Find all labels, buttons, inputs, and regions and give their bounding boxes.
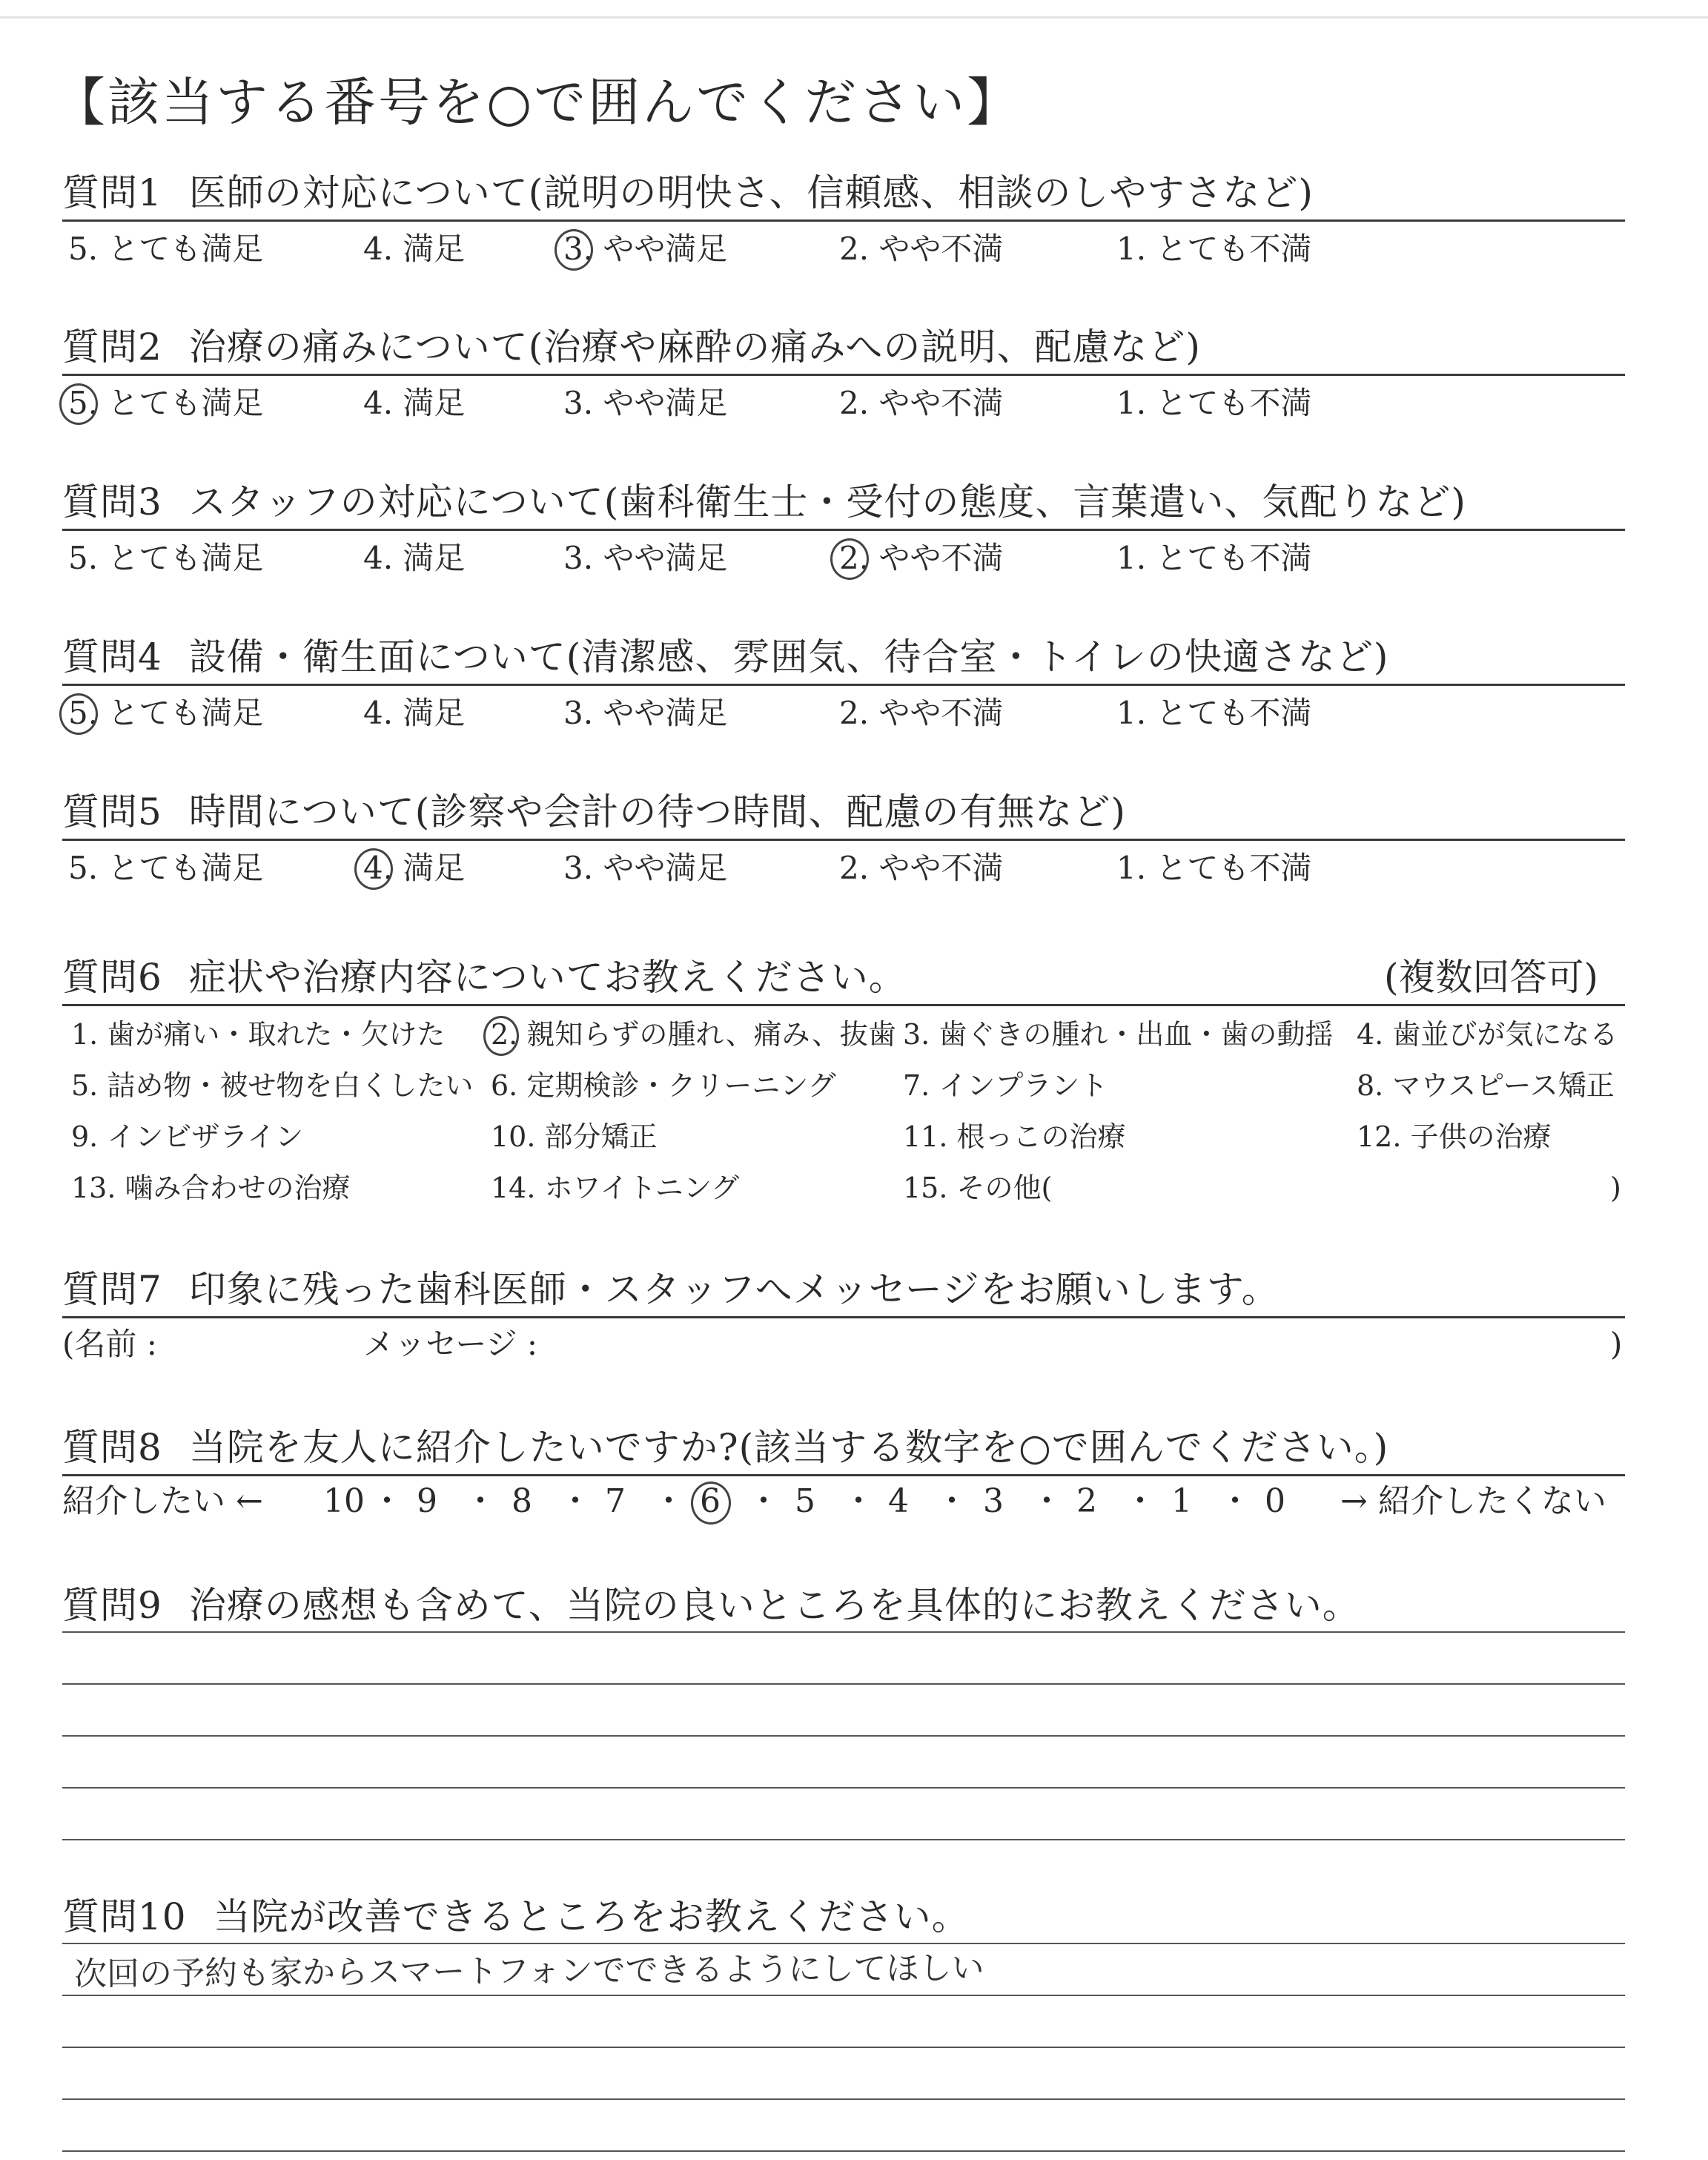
rating-option: 4. 満足 [363, 385, 466, 421]
question-4-label: 質問4 [62, 635, 162, 678]
answer-line [62, 2098, 1625, 2100]
scale-number: 1 [1171, 1482, 1192, 1520]
scale-separator: ・ [464, 1482, 497, 1520]
question-10-text: 当院が改善できるところをお教えください。 [213, 1895, 970, 1938]
scale-separator: ・ [1124, 1482, 1156, 1520]
scale-separator: ・ [747, 1482, 780, 1520]
rating-option: 1. とても不満 [1116, 231, 1312, 267]
question-6-text: 症状や治療内容についてお教えください。 [188, 956, 907, 999]
symptom-option: ) [1610, 1172, 1621, 1204]
rating-options [62, 844, 1626, 896]
recommend-left-label: 紹介したい ← [62, 1482, 263, 1520]
symptom-option: 2. 親知らずの腫れ、痛み、抜歯 [491, 1018, 896, 1051]
scale-number: 7 [605, 1482, 626, 1520]
question-8-text: 当院を友人に紹介したいですか?(該当する数字を○で囲んでください。) [188, 1426, 1389, 1469]
scale-separator: ・ [936, 1482, 968, 1520]
rating-option: 2. やや不満 [839, 231, 1004, 267]
scale-number: 6 [700, 1482, 721, 1520]
question-1-rule [62, 219, 1625, 222]
question-5-rule [62, 839, 1625, 841]
rating-option: 1. とても不満 [1116, 385, 1312, 421]
question-3-rule [62, 529, 1625, 531]
question-9-label: 質問9 [62, 1584, 162, 1627]
scale-separator: ・ [1219, 1482, 1251, 1520]
symptom-option: 12. 子供の治療 [1357, 1120, 1552, 1153]
rating-option: 5. とても満足 [68, 385, 264, 421]
answer-circle [354, 848, 393, 890]
symptom-option: 8. マウスピース矯正 [1357, 1069, 1615, 1102]
rating-option: 5. とても満足 [68, 540, 264, 576]
scale-number: 10 [323, 1482, 365, 1520]
question-2-text: 治療の痛みについて(治療や麻酔の痛みへの説明、配慮など) [188, 326, 1201, 369]
question-9-heading [62, 1579, 1360, 1631]
question-1-text: 医師の対応について(説明の明快さ、信頼感、相談のしやすさなど) [188, 171, 1314, 214]
scale-number: 8 [512, 1482, 532, 1520]
question-5-text: 時間について(診察や会計の待つ時間、配慮の有無など) [188, 790, 1126, 833]
rating-option: 4. 満足 [363, 695, 466, 731]
scale-number: 3 [983, 1482, 1004, 1520]
symptom-option: 11. 根っこの治療 [903, 1120, 1126, 1153]
symptom-option: 13. 噛み合わせの治療 [71, 1172, 351, 1204]
question-6-heading [62, 951, 907, 1003]
rating-option: 4. 満足 [363, 231, 466, 267]
rating-option: 5. とても満足 [68, 231, 264, 267]
rating-option: 2. やや不満 [839, 695, 1004, 731]
symptom-option: 15. その他( [903, 1172, 1053, 1204]
question-6-label: 質問6 [62, 956, 162, 999]
scan-top-edge [0, 16, 1708, 19]
question-5-label: 質問5 [62, 790, 162, 833]
rating-option: 3. やや満足 [563, 231, 728, 267]
question-7-rule [62, 1316, 1625, 1318]
question-4-heading [62, 631, 1388, 683]
name-field-label: (名前 : [62, 1326, 157, 1362]
symptom-option: 7. インプラント [903, 1069, 1108, 1102]
question-7-label: 質問7 [62, 1268, 162, 1311]
rating-option: 5. とても満足 [68, 695, 264, 731]
answer-line [62, 1787, 1625, 1789]
symptom-option: 6. 定期検診・クリーニング [491, 1069, 836, 1102]
message-close-paren: ) [1610, 1326, 1623, 1362]
scale-separator: ・ [842, 1482, 875, 1520]
symptom-option: 3. 歯ぐきの腫れ・出血・歯の動揺 [903, 1018, 1334, 1051]
rating-option: 1. とても不満 [1116, 850, 1312, 886]
rating-options [62, 379, 1626, 431]
question-10-label: 質問10 [62, 1895, 187, 1938]
question-7-text: 印象に残った歯科医師・スタッフへメッセージをお願いします。 [188, 1268, 1280, 1311]
answer-circle [59, 383, 98, 425]
rating-option: 3. やや満足 [563, 695, 728, 731]
scale-separator: ・ [559, 1482, 592, 1520]
answer-circle [555, 229, 593, 271]
question-2-label: 質問2 [62, 326, 162, 369]
question-5-heading [62, 786, 1126, 838]
scale-number: 2 [1076, 1482, 1097, 1520]
answer-line [62, 1839, 1625, 1840]
answer-line [62, 2047, 1625, 2048]
symptom-option: 9. インビザライン [71, 1120, 304, 1153]
question-3-heading [62, 476, 1466, 528]
scale-separator: ・ [1030, 1482, 1063, 1520]
question-1-heading [62, 167, 1314, 219]
rating-option: 2. やや不満 [839, 540, 1004, 576]
question-4-rule [62, 684, 1625, 686]
answer-line [62, 1683, 1625, 1685]
question-10-heading [62, 1891, 970, 1943]
rating-option: 2. やや不満 [839, 850, 1004, 886]
rating-option: 5. とても満足 [68, 850, 264, 886]
question-3-text: スタッフの対応について(歯科衛生士・受付の態度、言葉遣い、気配りなど) [188, 480, 1466, 524]
answer-line [62, 1995, 1625, 1996]
question-2-rule [62, 374, 1625, 376]
rating-options [62, 534, 1626, 586]
symptom-option: 14. ホワイトニング [491, 1172, 740, 1204]
question-2-heading [62, 321, 1201, 373]
rating-option: 3. やや満足 [563, 385, 728, 421]
rating-option: 3. やや満足 [563, 850, 728, 886]
rating-option: 4. 満足 [363, 850, 466, 886]
handwritten-answer: 次回の予約も家からスマートフォンでできるようにしてほしい [73, 1949, 984, 1994]
question-8-heading [62, 1421, 1388, 1473]
message-field-label: メッセージ : [363, 1326, 537, 1362]
rating-options [62, 225, 1626, 277]
question-3-label: 質問3 [62, 480, 162, 524]
scale-number: 9 [417, 1482, 437, 1520]
rating-options [62, 689, 1626, 741]
rating-option: 1. とても不満 [1116, 540, 1312, 576]
page-title: 【該当する番号を○で囲んでください】 [53, 72, 1022, 133]
scale-number: 0 [1265, 1482, 1285, 1520]
answer-circle [691, 1482, 731, 1525]
rating-option: 1. とても不満 [1116, 695, 1312, 731]
symptom-option: 5. 詰め物・被せ物を白くしたい [71, 1069, 474, 1102]
question-4-text: 設備・衛生面について(清潔感、雰囲気、待合室・トイレの快適さなど) [188, 635, 1389, 678]
scale-number: 4 [888, 1482, 909, 1520]
question-7-heading [62, 1264, 1280, 1315]
rating-option: 3. やや満足 [563, 540, 728, 576]
question-1-label: 質問1 [62, 171, 162, 214]
question-8-rule [62, 1474, 1625, 1476]
question-6-rule [62, 1004, 1625, 1006]
answer-circle [59, 693, 98, 735]
rating-option: 2. やや不満 [839, 385, 1004, 421]
answer-line [62, 2150, 1625, 2152]
answer-circle [483, 1016, 519, 1056]
scale-separator: ・ [652, 1482, 685, 1520]
scale-number: 5 [795, 1482, 815, 1520]
answer-line [62, 1735, 1625, 1737]
answer-line [62, 1631, 1625, 1633]
symptom-option: 1. 歯が痛い・取れた・欠けた [71, 1018, 446, 1051]
recommend-right-label: → 紹介したくない [1340, 1482, 1606, 1520]
scale-separator: ・ [371, 1482, 403, 1520]
symptom-option: 10. 部分矯正 [491, 1120, 658, 1153]
rating-option: 4. 満足 [363, 540, 466, 576]
question-9-text: 治療の感想も含めて、当院の良いところを具体的にお教えください。 [188, 1584, 1360, 1627]
answer-circle [830, 538, 869, 580]
multiple-answer-note: (複数回答可) [1383, 956, 1598, 999]
question-8-label: 質問8 [62, 1426, 162, 1469]
symptom-option: 4. 歯並びが気になる [1357, 1018, 1618, 1051]
